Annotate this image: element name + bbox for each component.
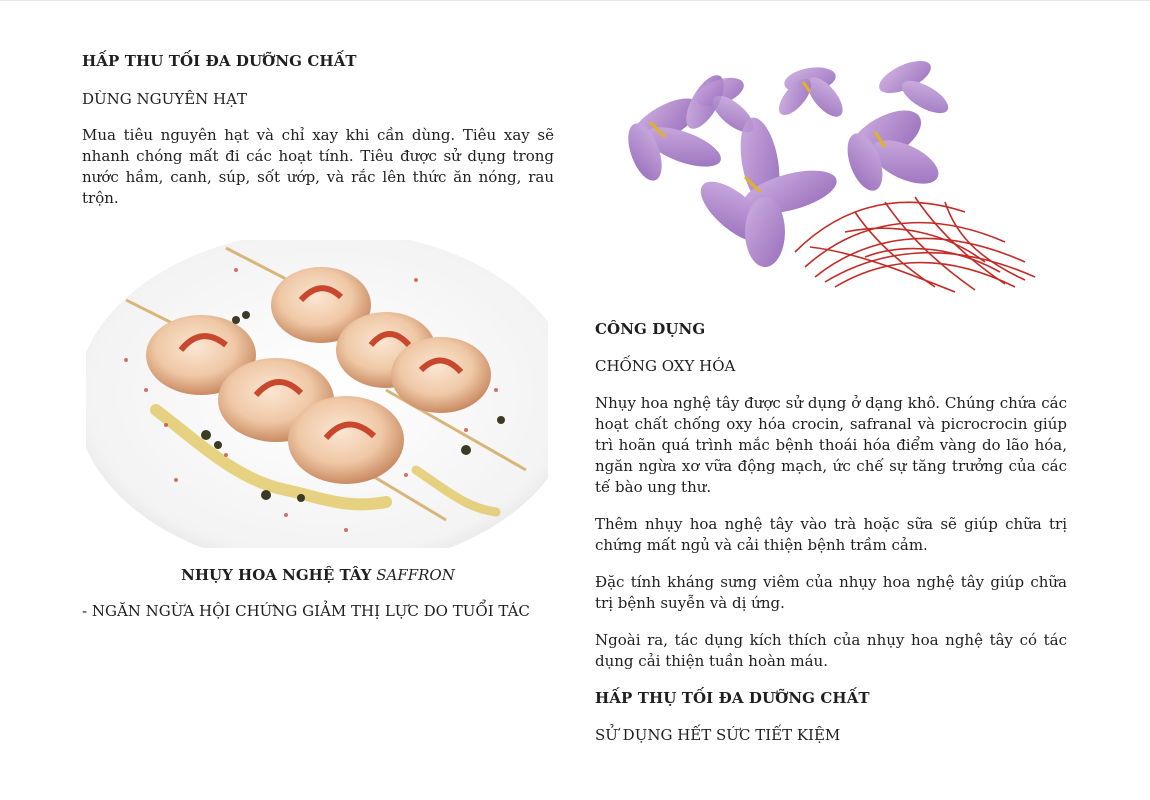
right-paragraph-2: Thêm nhụy hoa nghệ tây vào trà hoặc sữa sẽ giúp chữa trị chứng mất ngủ và cải thiện bệnh trầm cảm. <box>595 515 1067 554</box>
right-paragraph-3: Đặc tính kháng sưng viêm của nhụy hoa nghệ tây giúp chữa trị bệnh suyễn và dị ứng. <box>595 573 1067 612</box>
left-bullet: - NGĂN NGỪA HỘI CHỨNG GIẢM THỊ LỰC DO TUỔI TÁC <box>82 602 530 620</box>
left-subheading: DÙNG NGUYÊN HẠT <box>82 90 247 108</box>
left-paragraph: Mua tiêu nguyên hạt và chỉ xay khi cần dùng. Tiêu xay sẽ nhanh chóng mất đi các hoạt tính. Tiêu được sử dụng trong nước hầm, canh, súp, sốt ướp, và rắc lên thức ăn nóng, rau trộn. <box>82 126 554 207</box>
saffron-flower-image <box>605 52 1055 297</box>
right-paragraph-4: Ngoài ra, tác dụng kích thích của nhụy hoa nghệ tây có tác dụng cải thiện tuần hoàn máu. <box>595 631 1067 670</box>
caption-title: NHỤY HOA NGHỆ TÂY <box>181 566 372 584</box>
top-border <box>0 0 1150 1</box>
chicken-skewer-dish-image <box>86 240 548 548</box>
right-heading-2: HẤP THỤ TỐI ĐA DƯỠNG CHẤT <box>595 689 870 707</box>
caption-subtitle: SAFFRON <box>376 566 455 584</box>
left-heading: HẤP THU TỐI ĐA DƯỠNG CHẤT <box>82 52 357 70</box>
right-subheading: CHỐNG OXY HÓA <box>595 357 736 375</box>
image-caption <box>82 564 554 586</box>
right-paragraph-1: Nhụy hoa nghệ tây được sử dụng ở dạng khô. Chúng chứa các hoạt chất chống oxy hóa crocin, safranal và picrocrocin giúp trì hoãn quá trình mắc bệnh thoái hóa điểm vàng do lão hóa, ngăn ngừa xơ vữa động mạch, ức chế sự tăng trưởng của các tế bào ung thư. <box>595 394 1067 496</box>
right-heading: CÔNG DỤNG <box>595 320 706 338</box>
right-subheading-2: SỬ DỤNG HẾT SỨC TIẾT KIỆM <box>595 726 841 744</box>
